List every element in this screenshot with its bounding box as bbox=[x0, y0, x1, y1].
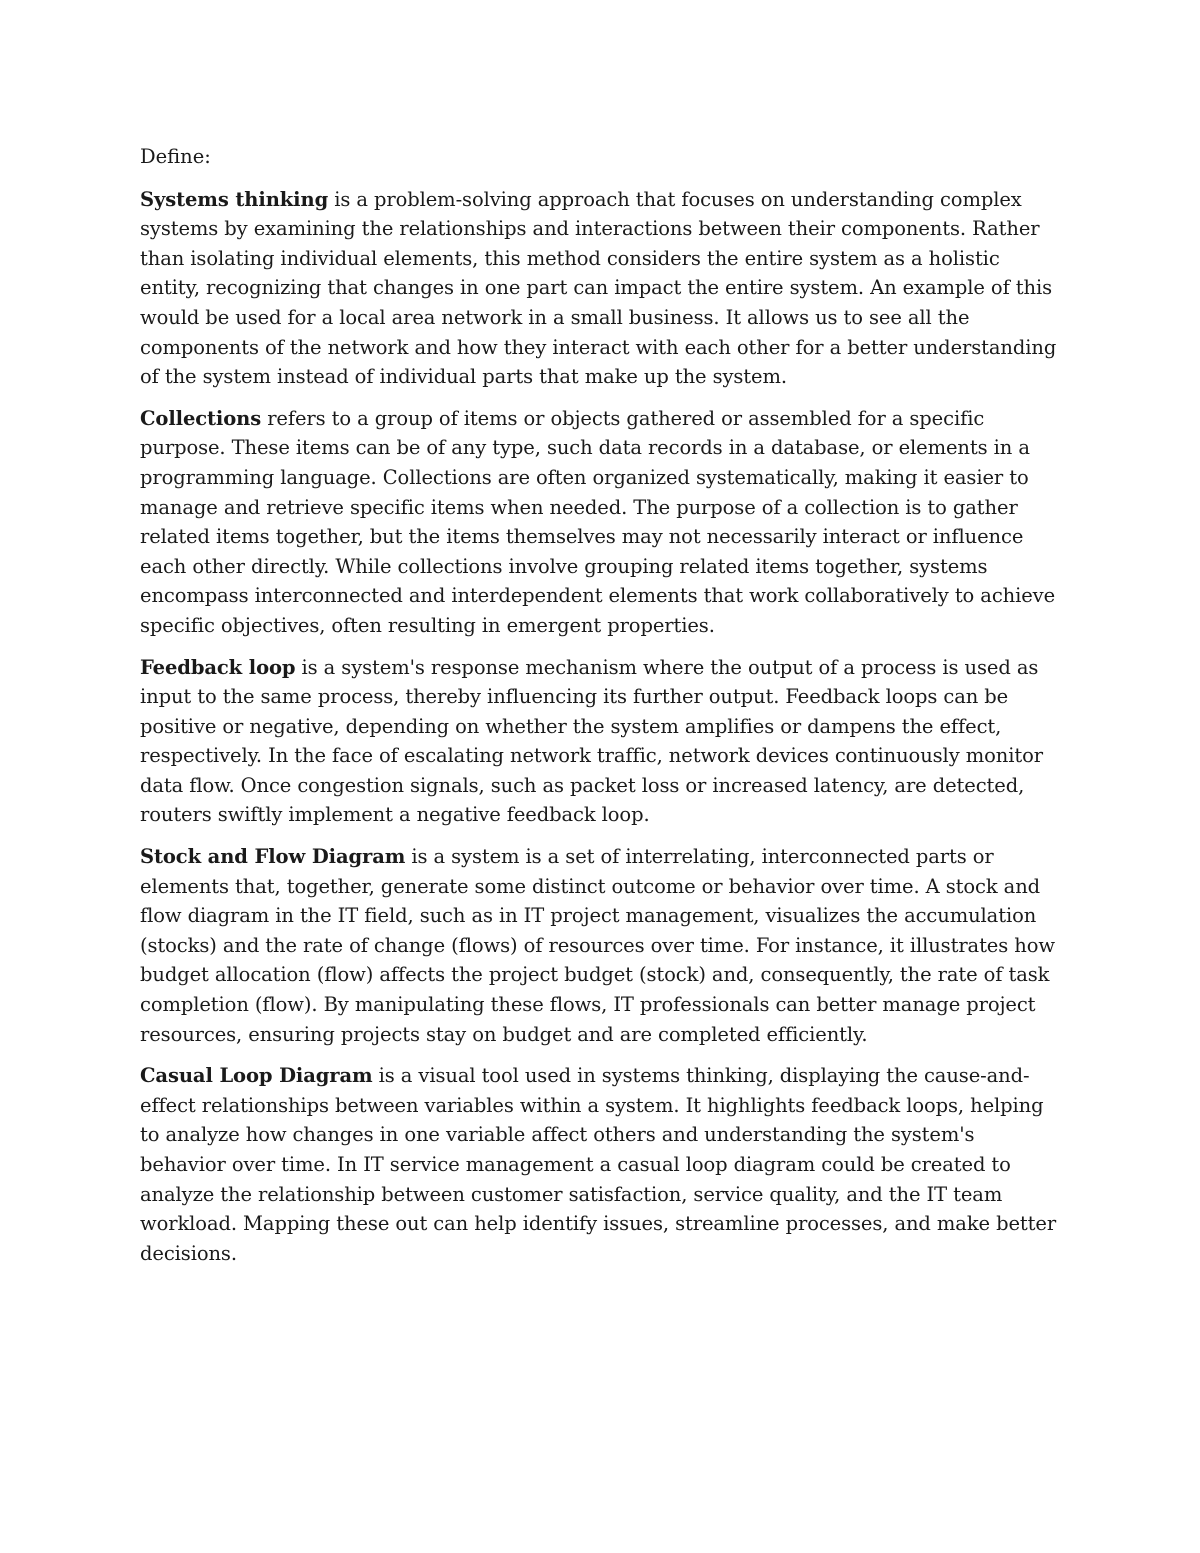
definition-body: is a visual tool used in systems thinking, displaying the cause-and-effect relationships between variables within a system. It highlights feedback loops, helping to analyze how changes in one variable affect others and understanding the system's behavior over time. In IT service management a casual loop diagram could be created to analyze the relationship between customer satisfaction, service quality, and the IT team workload. Mapping these out can help identify issues, streamline processes, and make better decisions. bbox=[140, 1064, 1057, 1265]
definition-body: is a system is a set of interrelating, interconnected parts or elements that, together, generate some distinct outcome or behavior over time. A stock and flow diagram in the IT field, such as in IT project management, visualizes the accumulation (stocks) and the rate of change (flows) of resources over time. For instance, it illustrates how budget allocation (flow) affects the project budget (stock) and, consequently, the rate of task completion (flow). By manipulating these flows, IT professionals can better manage project resources, ensuring projects stay on budget and are completed efficiently. bbox=[140, 845, 1055, 1046]
document-page bbox=[140, 142, 1060, 1280]
definition-term: Stock and Flow Diagram bbox=[140, 845, 406, 869]
definition-collections bbox=[140, 404, 1060, 641]
definition-term: Systems thinking bbox=[140, 187, 329, 211]
definition-body: is a problem-solving approach that focuses on understanding complex systems by examining the relationships and interactions between their components. Rather than isolating individual elements, this method considers the entire system as a holistic entity, recognizing that changes in one part can impact the entire system. An example of this would be used for a local area network in a small business. It allows us to see all the components of the network and how they interact with each other for a better understanding of the system instead of individual parts that make up the system. bbox=[140, 187, 1057, 389]
definition-term: Feedback loop bbox=[140, 655, 296, 679]
definition-feedback-loop bbox=[140, 653, 1060, 831]
document-heading: Define: bbox=[140, 145, 211, 168]
definition-term: Collections bbox=[140, 406, 262, 430]
definition-systems-thinking bbox=[140, 185, 1060, 392]
definition-body: refers to a group of items or objects gathered or assembled for a specific purpose. These items can be of any type, such data records in a database, or elements in a programming language. Collections are often organized systematically, making it easier to manage and retrieve specific items when needed. The purpose of a collection is to gather related items together, but the items themselves may not necessarily interact or influence each other directly. While collections involve grouping related items together, systems encompass interconnected and interdependent elements that work collaboratively to achieve specific objectives, often resulting in emergent properties. bbox=[140, 406, 1056, 637]
definition-body: is a system's response mechanism where the output of a process is used as input to the same process, thereby influencing its further output. Feedback loops can be positive or negative, depending on whether the system amplifies or dampens the effect, respectively. In the face of escalating network traffic, network devices continuously monitor data flow. Once congestion signals, such as packet loss or increased latency, are detected, routers swiftly implement a negative feedback loop. bbox=[140, 655, 1043, 827]
definition-stock-and-flow-diagram bbox=[140, 842, 1060, 1049]
definition-term: Casual Loop Diagram bbox=[140, 1064, 373, 1088]
definition-casual-loop-diagram bbox=[140, 1061, 1060, 1268]
